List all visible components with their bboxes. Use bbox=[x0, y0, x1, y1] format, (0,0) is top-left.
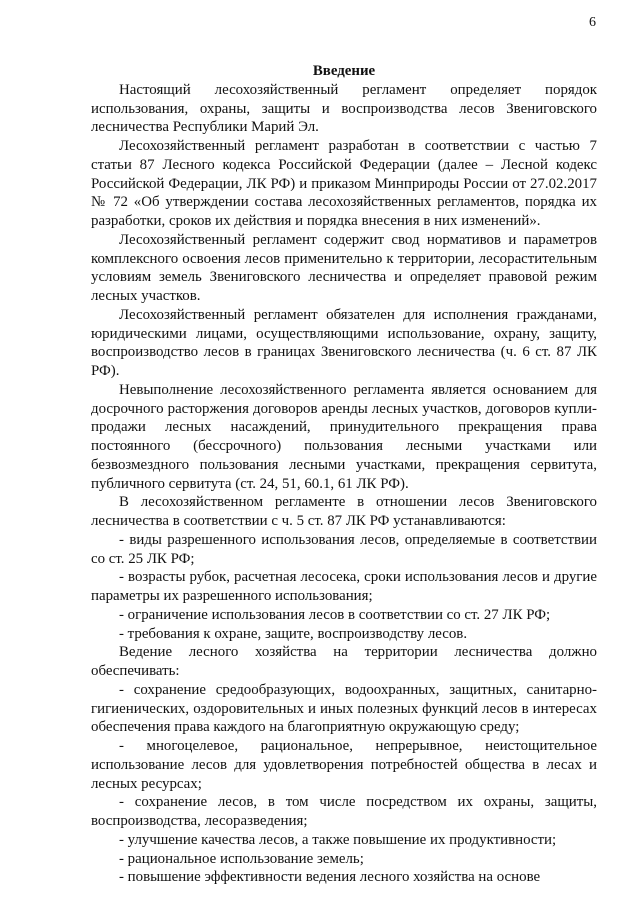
list-item: - требования к охране, защите, воспроизводству лесов. bbox=[119, 625, 468, 642]
list-item: - многоцелевое, рациональное, непрерывное, неистощительное использование лесов для удовлетворения потребностей общества в лесах и лесных ресурсах; bbox=[91, 738, 597, 792]
list-item: - ограничение использования лесов в соответствии со ст. 27 ЛК РФ; bbox=[119, 606, 551, 623]
list-item: - сохранение средообразующих, водоохранных, защитных, санитарно-гигиенических, оздоровительных и иных полезных функций лесов в интересах обеспечения права каждого на благоприятную окружающую среду; bbox=[91, 681, 597, 736]
paragraph-contents: Лесохозяйственный регламент содержит свод нормативов и параметров комплексного освоения лесов применительно к территории, лесорастительным условиям земель Звениговского лесничества и определяет правовой режим лесных участков. bbox=[91, 231, 597, 304]
paragraph-established: В лесохозяйственном регламенте в отношении лесов Звениговского лесничества в соответствии с ч. 5 ст. 87 ЛК РФ устанавливаются: bbox=[91, 494, 597, 529]
section-heading: Введение bbox=[312, 63, 376, 79]
list-item: - улучшение качества лесов, а также повышение их продуктивности; bbox=[119, 831, 557, 848]
paragraph-obligation: Лесохозяйственный регламент обязателен для исполнения гражданами, юридическими лицами, осуществляющими использование, охрану, защиту, воспроизводство лесов в границах Звениговского лесничества (ч. 6 ст. 87 ЛК РФ). bbox=[91, 306, 597, 379]
list-item: - повышение эффективности ведения лесного хозяйства на основе bbox=[119, 869, 541, 886]
list-item: - сохранение лесов, в том числе посредством их охраны, защиты, воспроизводства, лесоразведения; bbox=[91, 794, 597, 829]
list-item: - рациональное использование земель; bbox=[119, 850, 364, 867]
paragraph-intro: Настоящий лесохозяйственный регламент определяет порядок использования, охраны, защиты и воспроизводства лесов Звениговского лесничества Республики Марий Эл. bbox=[91, 81, 597, 136]
page-number: 6 bbox=[589, 15, 596, 30]
paragraph-management: Ведение лесного хозяйства на территории лесничества должно обеспечивать: bbox=[91, 644, 597, 679]
paragraph-basis: Лесохозяйственный регламент разработан в соответствии с частью 7 статьи 87 Лесного кодекса Российской Федерации (далее – Лесной кодекс Российской Федерации, ЛК РФ) и приказом Минприроды России от 27.02.2017 № 72 «Об утверждении состава лесохозяйственных регламентов, порядка их разработки, сроков их действия и порядка внесения в них изменений». bbox=[91, 138, 597, 229]
list-item: - виды разрешенного использования лесов, определяемые в соответствии со ст. 25 ЛК РФ; bbox=[91, 531, 597, 567]
paragraph-violation: Невыполнение лесохозяйственного регламента является основанием для досрочного расторжения договоров аренды лесных участков, договоров купли-продажи лесных насаждений, принудительного прекращения права постоянного (бессрочного) пользования лесными участками или безвозмездного пользования лесными участками, прекращения сервитута, публичного сервитута (ст. 24, 51, 60.1, 61 ЛК РФ). bbox=[91, 381, 597, 492]
list-item: - возрасты рубок, расчетная лесосека, сроки использования лесов и другие параметры их разрешенного использования; bbox=[91, 569, 597, 604]
document-body bbox=[91, 62, 597, 887]
